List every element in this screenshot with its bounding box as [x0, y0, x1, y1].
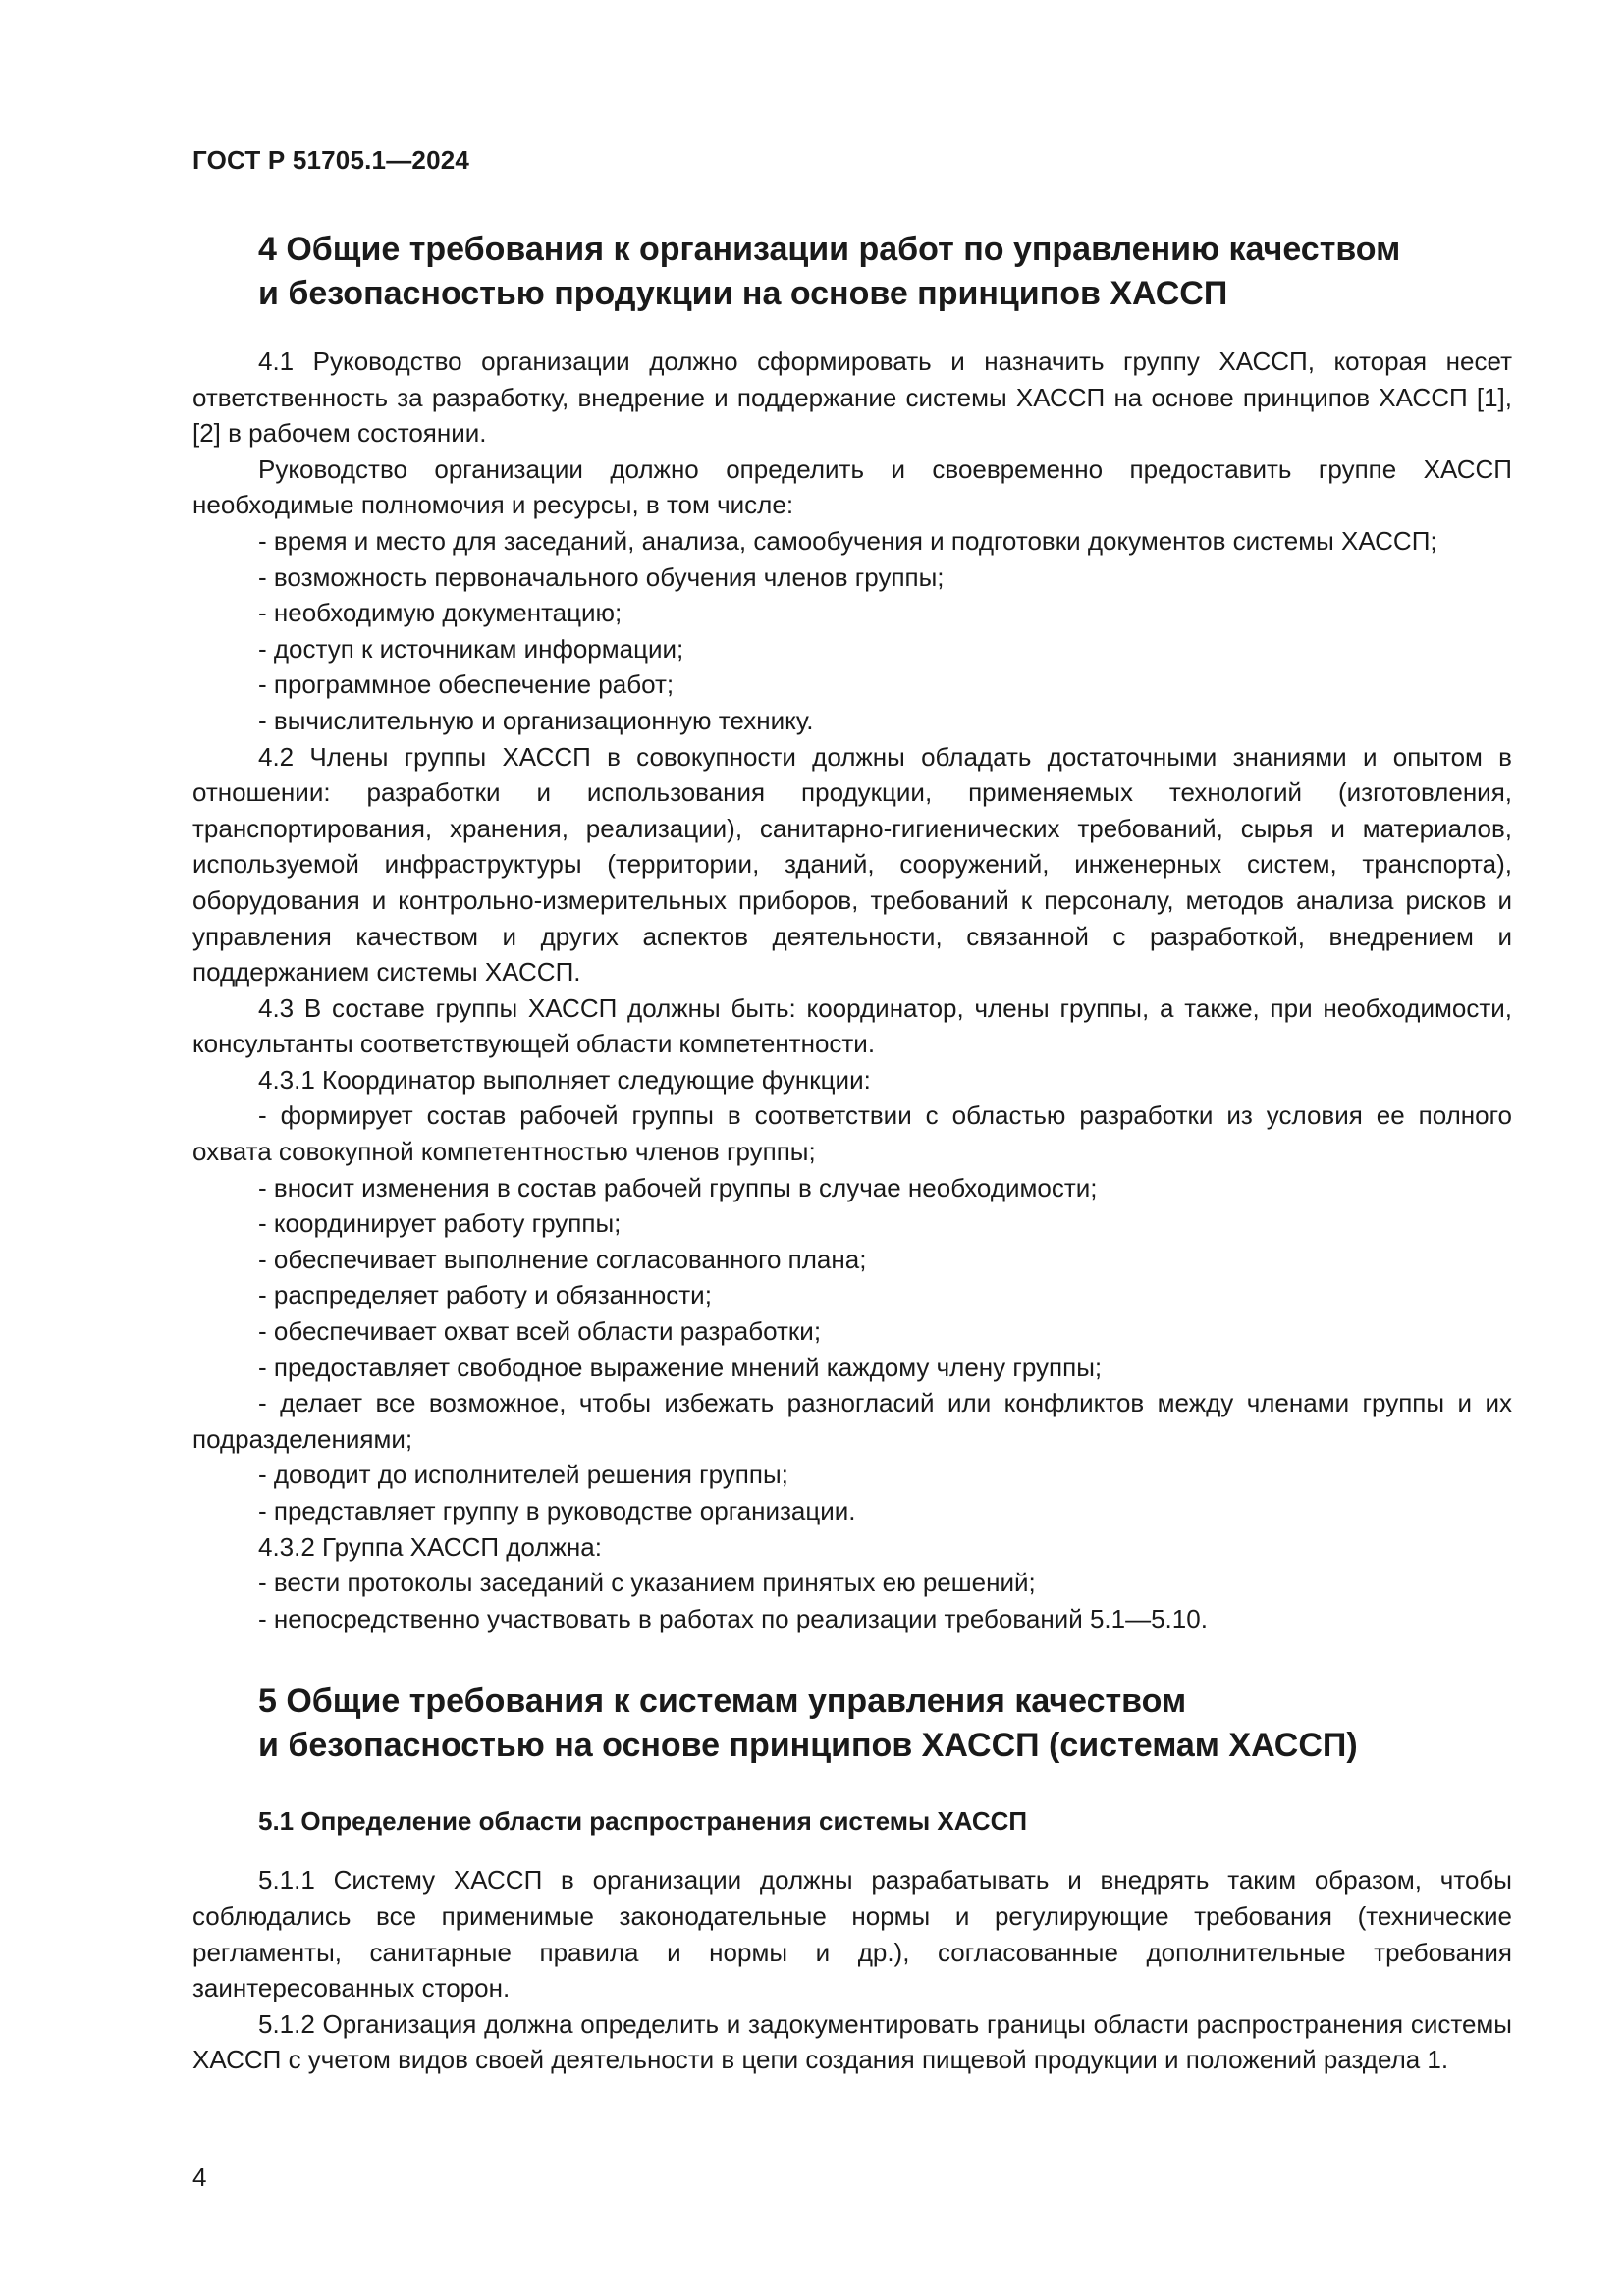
- list-item: - формирует состав рабочей группы в соответствии с областью разработки из условия ее полного охвата совокупной компетентностью членов группы;: [192, 1100, 1512, 1167]
- list-item: - возможность первоначального обучения членов группы;: [258, 561, 945, 592]
- section-5-title-line-2: и безопасностью на основе принципов ХАССП (системам ХАССП): [258, 1727, 1358, 1765]
- list-item: - предоставляет свободное выражение мнений каждому члену группы;: [258, 1352, 1103, 1382]
- paragraph-4-1: 4.1 Руководство организации должно сформировать и назначить группу ХАССП, которая несет ответственность за разработку, внедрение и поддержание системы ХАССП на основе принципов ХАССП [1], [2] в рабочем состоянии.: [192, 347, 1512, 449]
- list-item: - обеспечивает охват всей области разработки;: [258, 1316, 822, 1347]
- section-4-title-line-1: 4 Общие требования к организации работ по управлению качеством: [258, 231, 1401, 268]
- list-item: - обеспечивает выполнение согласованного плана;: [258, 1244, 867, 1274]
- list-item: - доступ к источникам информации;: [258, 633, 684, 664]
- list-item: - вносит изменения в состав рабочей группы в случае необходимости;: [258, 1172, 1098, 1202]
- paragraph-4-3: 4.3 В составе группы ХАССП должны быть: координатор, члены группы, а также, при необходимости, консультанты соответствующей области компетентности.: [192, 992, 1512, 1059]
- page-number: 4: [192, 2163, 207, 2192]
- section-4-title: [192, 228, 1512, 316]
- paragraph-5-1-2: 5.1.2 Организация должна определить и задокументировать границы области распространения системы ХАССП с учетом видов своей деятельности в цепи создания пищевой продукции и положений раздела 1.: [192, 2008, 1512, 2075]
- section-5-title-line-1: 5 Общие требования к системам управления качеством: [258, 1682, 1187, 1721]
- list-item: - вычислительную и организационную технику.: [258, 705, 814, 735]
- list-item: - программное обеспечение работ;: [258, 669, 675, 700]
- list-item: - распределяет работу и обязанности;: [258, 1280, 712, 1310]
- paragraph-4-1-resources-intro: Руководство организации должно определить и своевременно предоставить группе ХАССП необходимые полномочия и ресурсы, в том числе:: [192, 454, 1512, 520]
- list-item: - непосредственно участвовать в работах по реализации требований 5.1—5.10.: [258, 1603, 1208, 1633]
- list-item: - делает все возможное, чтобы избежать разногласий или конфликтов между членами группы и их подразделениями;: [192, 1388, 1512, 1454]
- list-item: - необходимую документацию;: [258, 598, 623, 628]
- paragraph-5-1-1: 5.1.1 Систему ХАССП в организации должны разрабатывать и внедрять таким образом, чтобы соблюдались все применимые законодательные нормы и регулирующие требования (технические регламенты, санитарные правила и нормы и др.), согласованные дополнительные требования заинтересованных сторон.: [192, 1865, 1512, 2003]
- list-item: - координирует работу группы;: [258, 1208, 622, 1239]
- section-4-title-line-2: и безопасностью продукции на основе принципов ХАССП: [258, 275, 1228, 312]
- document-body: [192, 228, 1512, 2078]
- paragraph-4-2: 4.2 Члены группы ХАССП в совокупности должны обладать достаточными знаниями и опытом в отношении: разработки и использования продукции, применяемых технологий (изготовления, транспортирования, хранения, реализации), санитарно-гигиенических требований, сырья и материалов, используемой инфраструктуры (территории, зданий, сооружений, инженерных систем, транспорта), оборудования и контрольно-измерительных приборов, требований к персоналу, методов анализа рисков и управления качеством и других аспектов деятельности, связанной с разработкой, внедрением и поддержанием системы ХАССП.: [192, 741, 1512, 988]
- paragraph-4-3-2: 4.3.2 Группа ХАССП должна:: [258, 1531, 602, 1562]
- list-item: - доводит до исполнителей решения группы;: [258, 1460, 788, 1490]
- list-item: - представляет группу в руководстве организации.: [258, 1496, 856, 1525]
- subsection-5-1-title: 5.1 Определение области распространения системы ХАССП: [258, 1806, 1028, 1837]
- document-header: ГОСТ Р 51705.1—2024: [192, 145, 470, 175]
- list-item: - время и место для заседаний, анализа, самообучения и подготовки документов системы ХАССП;: [258, 525, 1437, 556]
- section-5-title: [192, 1680, 1512, 1768]
- list-item: - вести протоколы заседаний с указанием принятых ею решений;: [258, 1568, 1036, 1598]
- paragraph-4-3-1: 4.3.1 Координатор выполняет следующие функции:: [258, 1064, 871, 1095]
